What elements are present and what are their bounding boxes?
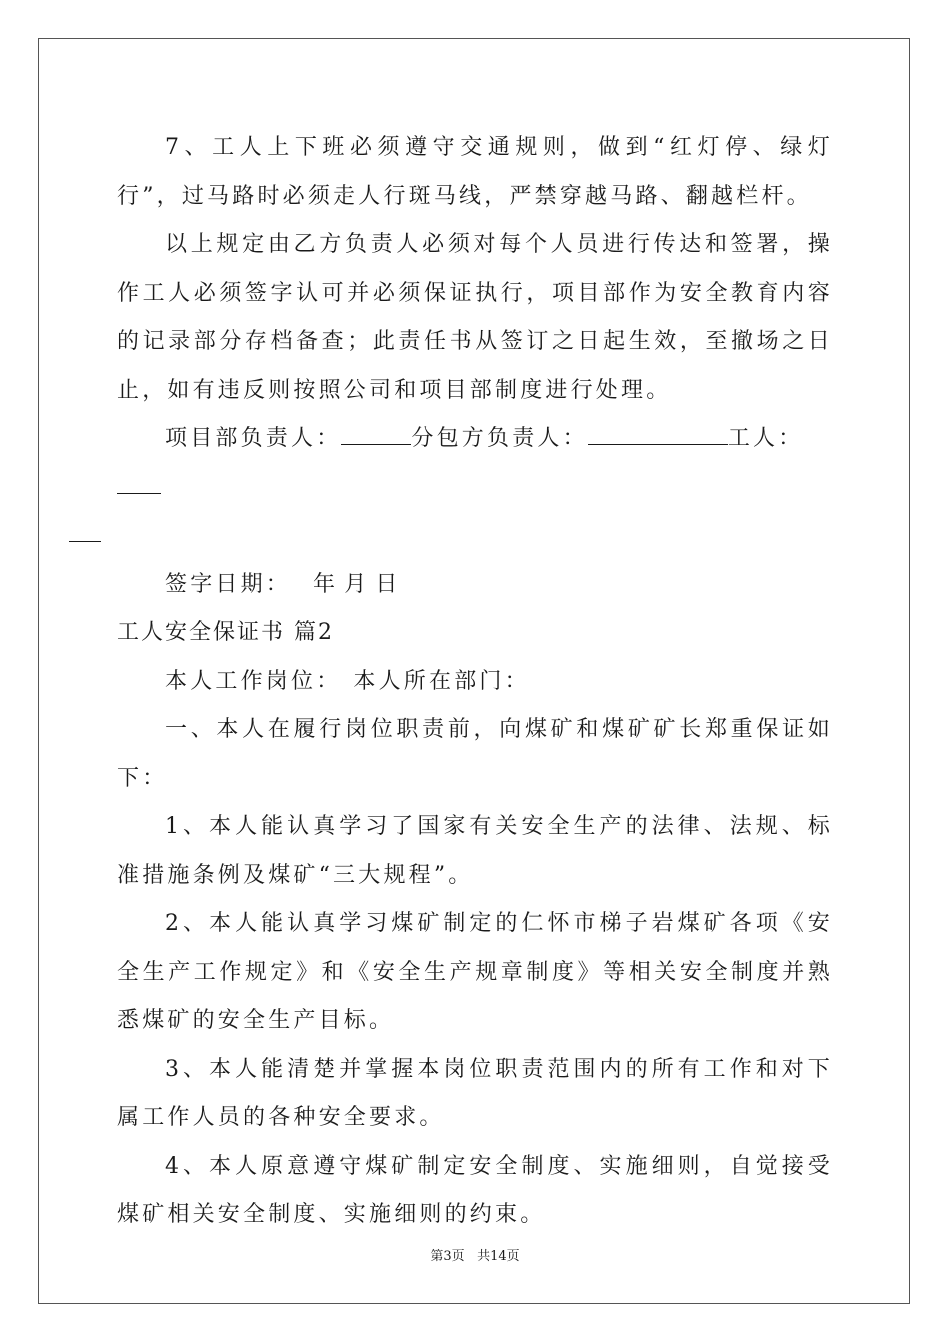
worker-label: 工人：: [727, 426, 804, 451]
paragraph-item-7: 7、工人上下班必须遵守交通规则，做到“红灯停、绿灯行”，过马路时必须走人行斑马线，严禁穿越马路、翻越栏杆。: [117, 135, 833, 209]
project-manager-blank[interactable]: [341, 424, 411, 445]
signature-line: [117, 415, 833, 561]
post-label: 本人工作岗位：: [165, 668, 342, 694]
section-title: 工人安全保证书 篇2: [117, 620, 334, 645]
date-day: 日: [375, 571, 401, 597]
pledge-item-3: 3、本人能清楚并掌握本岗位职责范围内的所有工作和对下属工作人员的各种安全要求。: [117, 1056, 833, 1130]
worker-blank-continued[interactable]: [69, 521, 101, 542]
subcontractor-blank[interactable]: [588, 424, 728, 445]
dept-label: 本人所在部门：: [353, 668, 530, 694]
date-month: 月: [344, 571, 370, 597]
pledge-item-1: 1、本人能认真学习了国家有关安全生产的法律、法规、标准措施条例及煤矿“三大规程”。: [117, 814, 833, 888]
subcontractor-label: 分包方负责人：: [411, 426, 588, 451]
page-number: 第3页: [430, 1249, 465, 1264]
sign-date-label: 签字日期：: [165, 571, 292, 597]
pledge-item-4: 4、本人原意遵守煤矿制定安全制度、实施细则，自觉接受煤矿相关安全制度、实施细则的约束。: [117, 1153, 833, 1227]
page-total: 共14页: [477, 1249, 520, 1264]
project-manager-label: 项目部负责人：: [165, 426, 342, 451]
date-year: 年: [313, 571, 339, 597]
paragraph-rules: 以上规定由乙方负责人必须对每个人员进行传达和签署，操作工人必须签字认可并必须保证执行，项目部作为安全教育内容的记录部分存档备查；此责任书从签订之日起生效，至撤场之日止，如有违反则按照公司和项目部制度进行处理。: [117, 232, 833, 403]
sign-date-line: [117, 561, 833, 610]
document-body: [117, 124, 833, 1240]
pledge-intro: 一、本人在履行岗位职责前，向煤矿和煤矿矿长郑重保证如下：: [117, 717, 833, 791]
page-footer: [0, 1245, 950, 1264]
position-line: [117, 658, 833, 707]
worker-blank[interactable]: [117, 473, 161, 494]
pledge-item-2: 2、本人能认真学习煤矿制定的仁怀市梯子岩煤矿各项《安全生产工作规定》和《安全生产规章制度》等相关安全制度并熟悉煤矿的安全生产目标。: [117, 911, 833, 1033]
